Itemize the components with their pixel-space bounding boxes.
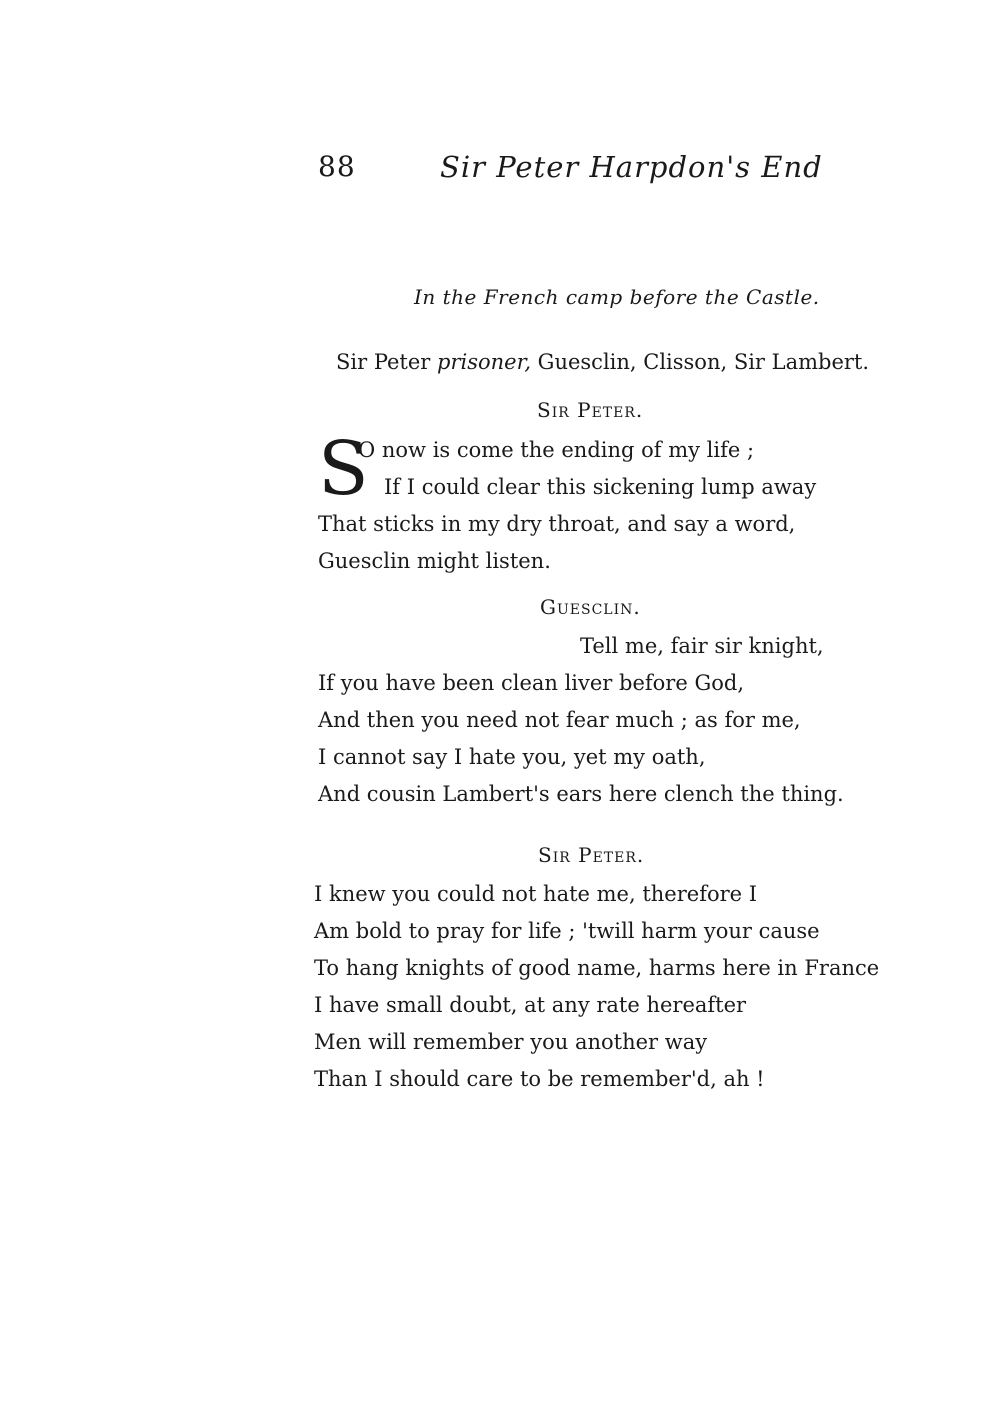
verse-line: If I could clear this sickening lump away <box>384 475 817 499</box>
verse-line: Am bold to pray for life ; 'twill harm your cause <box>314 919 820 943</box>
speech-2-verse <box>318 628 844 813</box>
verse-line: Men will remember you another way <box>314 1030 708 1054</box>
verse-line: To hang knights of good name, harms here in France <box>314 956 880 980</box>
page-number: 88 <box>318 150 356 183</box>
persons-line <box>336 350 869 374</box>
persons-post: Guesclin, Clisson, Sir Lambert. <box>531 350 870 374</box>
speech-3-verse <box>314 876 879 1098</box>
page-header <box>318 150 823 190</box>
drop-cap: S <box>318 426 369 512</box>
verse-line: O now is come the ending of my life ; <box>358 438 755 462</box>
verse-line: Than I should care to be remember'd, ah ! <box>314 1067 765 1091</box>
verse-line: And then you need not fear much ; as for me, <box>318 708 801 732</box>
verse-line: Tell me, fair sir knight, <box>580 634 824 658</box>
verse-line: That sticks in my dry throat, and say a word, <box>318 512 796 536</box>
speaker-heading-2: Guesclin. <box>540 595 641 619</box>
running-title: Sir Peter Harpdon's End <box>440 150 823 184</box>
speaker-heading-3: Sir Peter. <box>538 843 645 867</box>
verse-line: I have small doubt, at any rate hereafter <box>314 993 747 1017</box>
verse-line: And cousin Lambert's ears here clench the thing. <box>318 782 844 806</box>
persons-italic: prisoner, <box>437 350 531 374</box>
verse-line: I cannot say I hate you, yet my oath, <box>318 745 706 769</box>
verse-line: If you have been clean liver before God, <box>318 671 744 695</box>
verse-line: I knew you could not hate me, therefore I <box>314 882 758 906</box>
speaker-heading-1: Sir Peter. <box>537 398 644 422</box>
stage-direction: In the French camp before the Castle. <box>414 285 820 309</box>
verse-line: Guesclin might listen. <box>318 549 551 573</box>
persons-pre: Sir Peter <box>336 350 438 374</box>
speech-1-verse <box>318 426 817 580</box>
